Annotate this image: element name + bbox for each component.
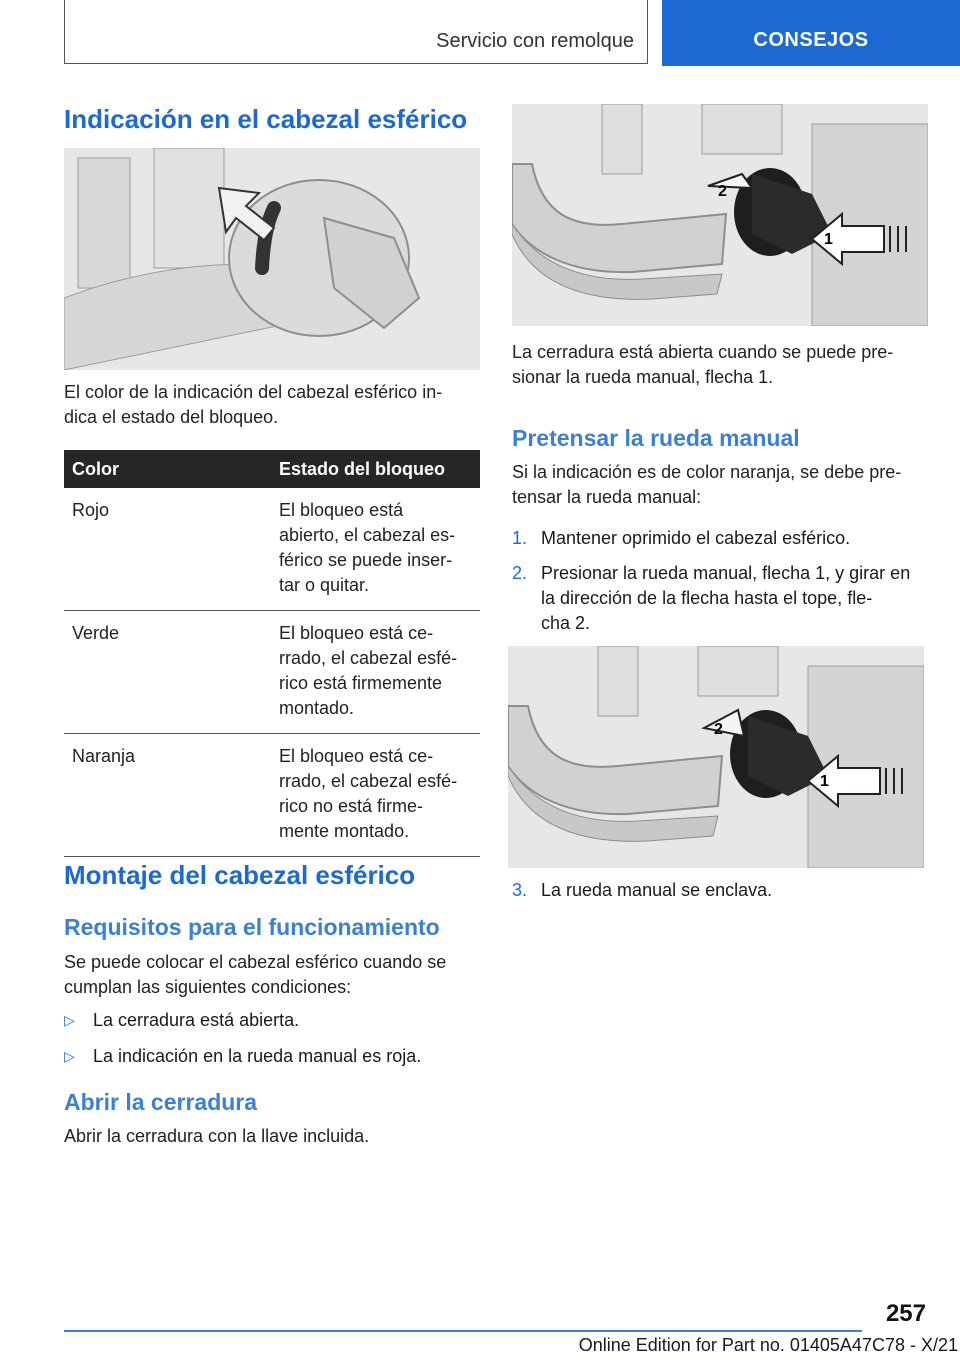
press-wheel-line-1: La cerradura está abierta cuando se puede pre- <box>512 342 894 362</box>
table-header-row <box>64 450 480 488</box>
list-item <box>512 878 928 903</box>
status-line: El bloqueo está ce- <box>279 623 434 643</box>
press-wheel-paragraph <box>512 340 928 390</box>
step-number: 3. <box>512 880 528 900</box>
pretension-paragraph <box>512 460 928 510</box>
status-line: tar o quitar. <box>279 575 370 595</box>
table-row <box>64 734 480 857</box>
section-title-mounting: Montaje del cabezal esférico <box>64 860 416 890</box>
list-item-text: La cerradura está abierta. <box>93 1010 300 1030</box>
page-number: 257 <box>885 1300 926 1327</box>
section-title-indicator: Indicación en el cabezal esférico <box>64 104 468 134</box>
figure-label-2: 2 <box>718 183 727 200</box>
status-line: abierto, el cabezal es- <box>279 525 456 545</box>
status-line: rico no está firme- <box>279 796 424 816</box>
step-text: Presionar la rueda manual, flecha 1, y girar en <box>541 563 911 583</box>
status-line: férico se puede inser- <box>279 550 453 570</box>
status-line: mente montado. <box>279 821 410 841</box>
subsection-title-pretension: Pretensar la rueda manual <box>512 425 800 451</box>
subsection-title-open-lock: Abrir la cerradura <box>64 1089 258 1115</box>
table-header-color: Color <box>64 450 271 488</box>
list-item <box>512 526 928 551</box>
figure-label-1: 1 <box>820 773 829 790</box>
step-text: la dirección de la flecha hasta el tope, fle- <box>541 588 873 608</box>
pretension-steps-list <box>512 526 928 646</box>
pretension-steps-list-continued <box>512 878 928 913</box>
requirements-line-2: cumplan las siguientes condiciones: <box>64 977 352 997</box>
intro-line-1: El color de la indicación del cabezal esférico in- <box>64 382 443 402</box>
table-cell-color: Naranja <box>64 734 271 857</box>
table-row <box>64 488 480 611</box>
header-section-title: Servicio con remolque <box>436 30 634 52</box>
step-text: Mantener oprimido el cabezal esférico. <box>541 528 851 548</box>
status-line: El bloqueo está ce- <box>279 746 434 766</box>
table-cell-status <box>271 734 480 857</box>
intro-paragraph <box>64 380 480 430</box>
pretension-line-1: Si la indicación es de color naranja, se debe pre- <box>512 462 902 482</box>
step-number: 1. <box>512 528 528 548</box>
step-text: cha 2. <box>541 613 591 633</box>
list-item <box>64 1044 480 1069</box>
triangle-bullet-icon: ▷ <box>64 1048 75 1064</box>
subsection-title-requirements: Requisitos para el funcionamiento <box>64 914 440 940</box>
open-lock-paragraph: Abrir la cerradura con la llave incluida. <box>64 1126 370 1146</box>
table-cell-color: Rojo <box>64 488 271 611</box>
figure-hand-wheel-press <box>512 104 928 326</box>
list-item <box>64 1008 480 1033</box>
requirements-paragraph <box>64 950 480 1000</box>
lock-status-table <box>64 450 480 857</box>
figure-hand-wheel-turn <box>508 646 924 868</box>
figure-label-1: 1 <box>824 231 833 248</box>
press-wheel-line-2: sionar la rueda manual, flecha 1. <box>512 367 774 387</box>
figure-label-2: 2 <box>714 721 723 738</box>
table-cell-status <box>271 611 480 734</box>
table-row <box>64 611 480 734</box>
list-item-text: La indicación en la rueda manual es roja. <box>93 1046 422 1066</box>
status-line: montado. <box>279 698 355 718</box>
triangle-bullet-icon: ▷ <box>64 1012 75 1028</box>
status-line: rrado, el cabezal esfé- <box>279 648 458 668</box>
footer-edition-text: Online Edition for Part no. 01405A47C78 - X/21 <box>578 1335 958 1355</box>
footer-divider <box>64 1330 862 1332</box>
list-item <box>512 561 928 636</box>
table-header-status: Estado del bloqueo <box>271 450 480 488</box>
figure-ball-head-indicator <box>64 148 480 370</box>
status-line: rico está firmemente <box>279 673 443 693</box>
requirements-line-1: Se puede colocar el cabezal esférico cuando se <box>64 952 447 972</box>
header-chapter-label: CONSEJOS <box>753 28 869 51</box>
header-chapter-tab[interactable] <box>662 0 960 66</box>
pretension-line-2: tensar la rueda manual: <box>512 487 702 507</box>
status-line: rrado, el cabezal esfé- <box>279 771 458 791</box>
table-cell-color: Verde <box>64 611 271 734</box>
status-line: El bloqueo está <box>279 500 404 520</box>
step-number: 2. <box>512 563 528 583</box>
table-cell-status <box>271 488 480 611</box>
intro-line-2: dica el estado del bloqueo. <box>64 407 279 427</box>
step-text: La rueda manual se enclava. <box>541 880 773 900</box>
requirements-list <box>64 1008 480 1080</box>
